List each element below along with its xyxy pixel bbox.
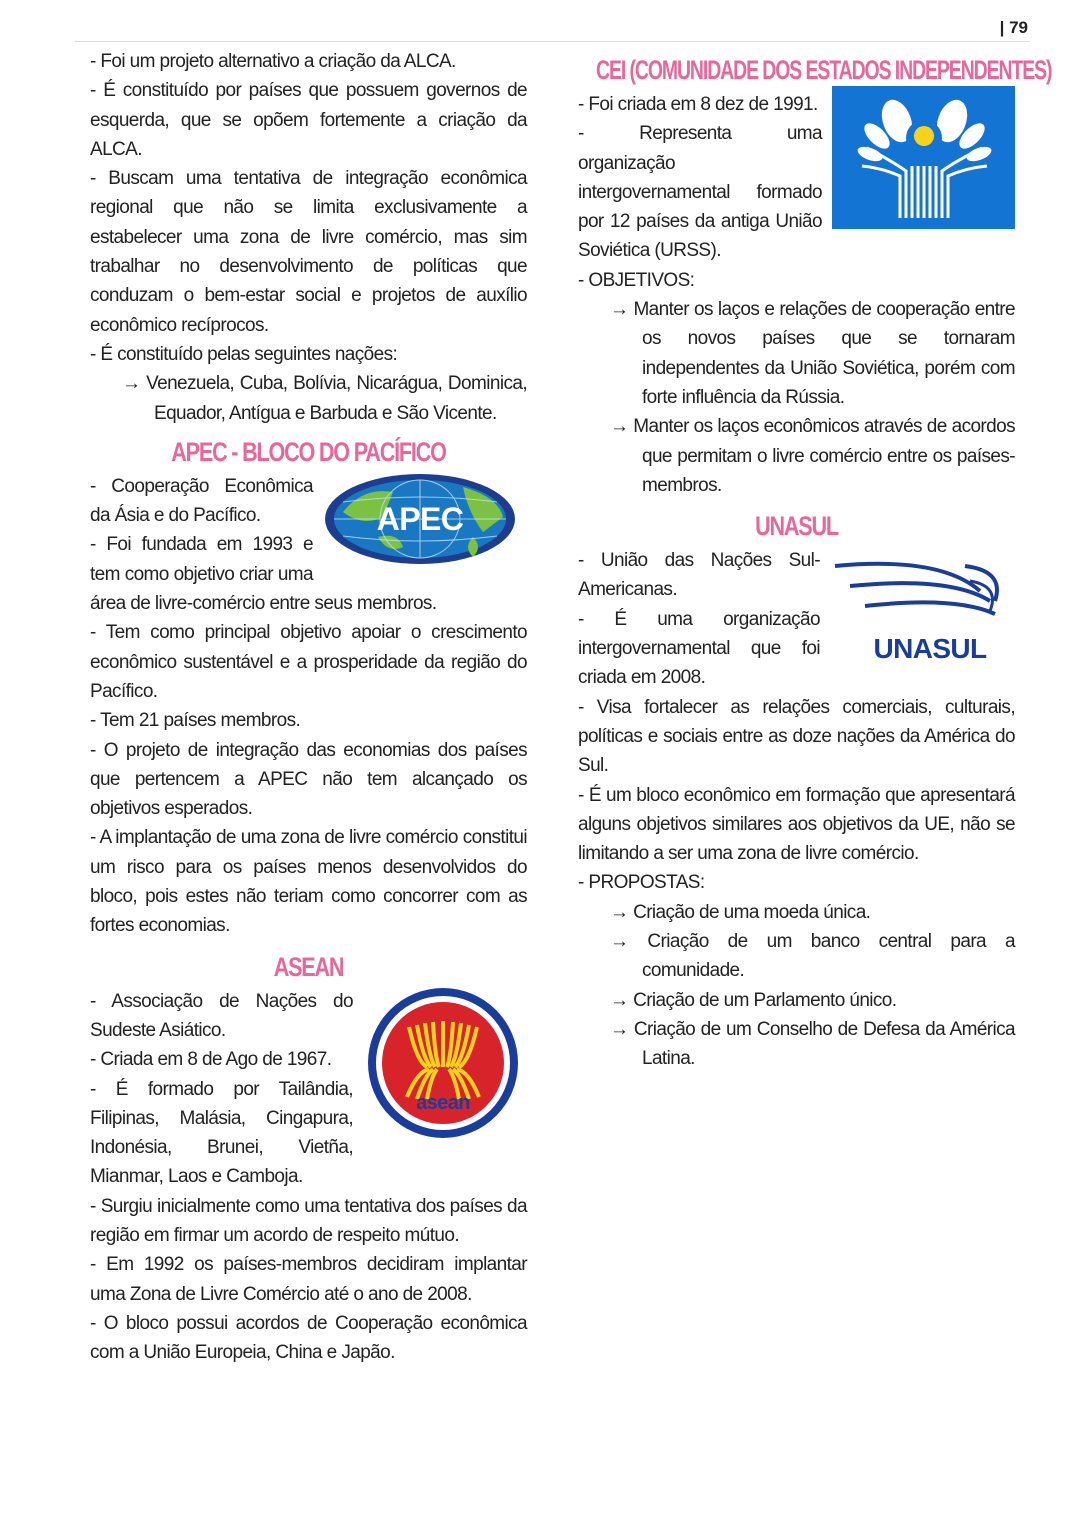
list-item: - Cooperação Econômica da Ásia e do Pacífico. xyxy=(90,475,313,527)
proposal-item: → Criação de um Conselho de Defesa da América Latina. xyxy=(610,1018,1015,1070)
proposal-item: → Criação de um Parlamento único. xyxy=(610,989,897,1011)
page-number: | 79 xyxy=(999,18,1028,37)
list-item: - Surgiu inicialmente como uma tentativa dos países da região em firmar um acordo de respeito mútuo. xyxy=(90,1195,527,1246)
unasul-logo xyxy=(830,546,1015,676)
list-item: - Foi um projeto alternativo a criação da ALCA. xyxy=(90,51,456,72)
section-title: ASEAN xyxy=(273,951,344,982)
asean-logo xyxy=(367,987,527,1142)
list-item: - Associação de Nações do Sudeste Asiático. xyxy=(90,990,353,1041)
list-item: - OBJETIVOS: xyxy=(578,269,695,291)
left-column xyxy=(90,47,527,1367)
nations-list: → Venezuela, Cuba, Bolívia, Nicarágua, Dominica, Equador, Antígua e Barbuda e São Vicente. xyxy=(122,373,527,424)
list-item: - É formado por Tailândia, Filipinas, Malásia, Cingapura, Indonésia, Brunei, Vietña, Mianmar, Laos e Camboja. xyxy=(90,1078,353,1188)
list-item: - Tem 21 países membros. xyxy=(90,710,301,732)
list-item: - Criada em 8 de Ago de 1967. xyxy=(90,1049,332,1071)
alba-section xyxy=(90,47,527,428)
objective-item: → Manter os laços e relações de cooperação entre os novos países que se tornaram independentes da União Soviética, porém com forte influência da Rússia. xyxy=(610,299,1015,408)
proposal-item: → Criação de um banco central para a comunidade. xyxy=(610,931,1015,982)
header-divider xyxy=(75,41,1030,42)
list-item: - É um bloco econômico em formação que apresentará alguns objetivos similares aos objetivos da UE, não se limitando a ser uma zona de livre comércio. xyxy=(578,784,1015,865)
section-title: UNASUL xyxy=(755,511,838,542)
section-title: CEI (COMUNIDADE DOS ESTADOS INDEPENDENTES) xyxy=(595,55,1052,85)
apec-logo-text: APEC xyxy=(376,500,464,537)
list-item: - PROPOSTAS: xyxy=(578,872,705,894)
list-item: - A implantação de uma zona de livre comércio constitui um risco para os países menos desenvolvidos do bloco, pois estes não teriam como concorrer com as fortes economias. xyxy=(90,827,527,937)
cei-section xyxy=(578,50,1052,500)
list-item: - O bloco possui acordos de Cooperação econômica com a União Europeia, China e Japão. xyxy=(90,1312,527,1364)
unasul-section xyxy=(578,506,1015,1073)
list-item: - Foi criada em 8 dez de 1991. xyxy=(578,94,818,115)
cei-logo xyxy=(832,86,1015,229)
asean-section xyxy=(90,947,527,1368)
unasul-logo-text: UNASUL xyxy=(873,633,987,665)
list-item: - Em 1992 os países-membros decidiram implantar uma Zona de Livre Comércio até o ano de 2008. xyxy=(90,1254,527,1305)
objective-item: → Manter os laços econômicos através de acordos que permitam o livre comércio entre os países-membros. xyxy=(610,416,1015,496)
asean-logo-text: asean xyxy=(416,1091,470,1114)
list-item: - É uma organização intergovernamental que foi criada em 2008. xyxy=(578,608,820,689)
apec-section xyxy=(90,432,527,941)
list-item: - O projeto de integração das economias dos países que pertencem a APEC não tem alcançado os objetivos esperados. xyxy=(90,739,527,820)
list-item: - Tem como principal objetivo apoiar o crescimento econômico sustentável e a prosperidade da região do Pacífico. xyxy=(90,622,527,702)
list-item: - Buscam uma tentativa de integração econômica regional que não se limita exclusivamente a estabelecer uma zona de livre comércio, mas sim trabalhar no desenvolvimento de políticas que conduzam o bem-estar social e projetos de auxílio econômico recíprocos. xyxy=(90,168,527,336)
list-item: - É constituído por países que possuem governos de esquerda, que se opõem fortemente a criação da ALCA. xyxy=(90,80,527,160)
proposal-item: → Criação de uma moeda única. xyxy=(610,901,871,923)
list-item: - Visa fortalecer as relações comerciais, culturais, políticas e sociais entre as doze nações da América do Sul. xyxy=(578,696,1015,777)
list-item: - É constituído pelas seguintes nações: xyxy=(90,343,398,365)
apec-logo xyxy=(323,472,523,572)
right-column xyxy=(578,50,1052,1074)
list-item: - União das Nações Sul-Americanas. xyxy=(578,550,820,601)
section-title: APEC - BLOCO DO PACÍFICO xyxy=(171,436,446,467)
list-item: - Foi fundada em 1993 e tem como objetivo criar uma área de livre-comércio entre seus membros. xyxy=(90,534,437,615)
list-item: - Representa uma organização intergovernamental formado por 12 países da antiga União Soviética (URSS). xyxy=(578,123,822,262)
